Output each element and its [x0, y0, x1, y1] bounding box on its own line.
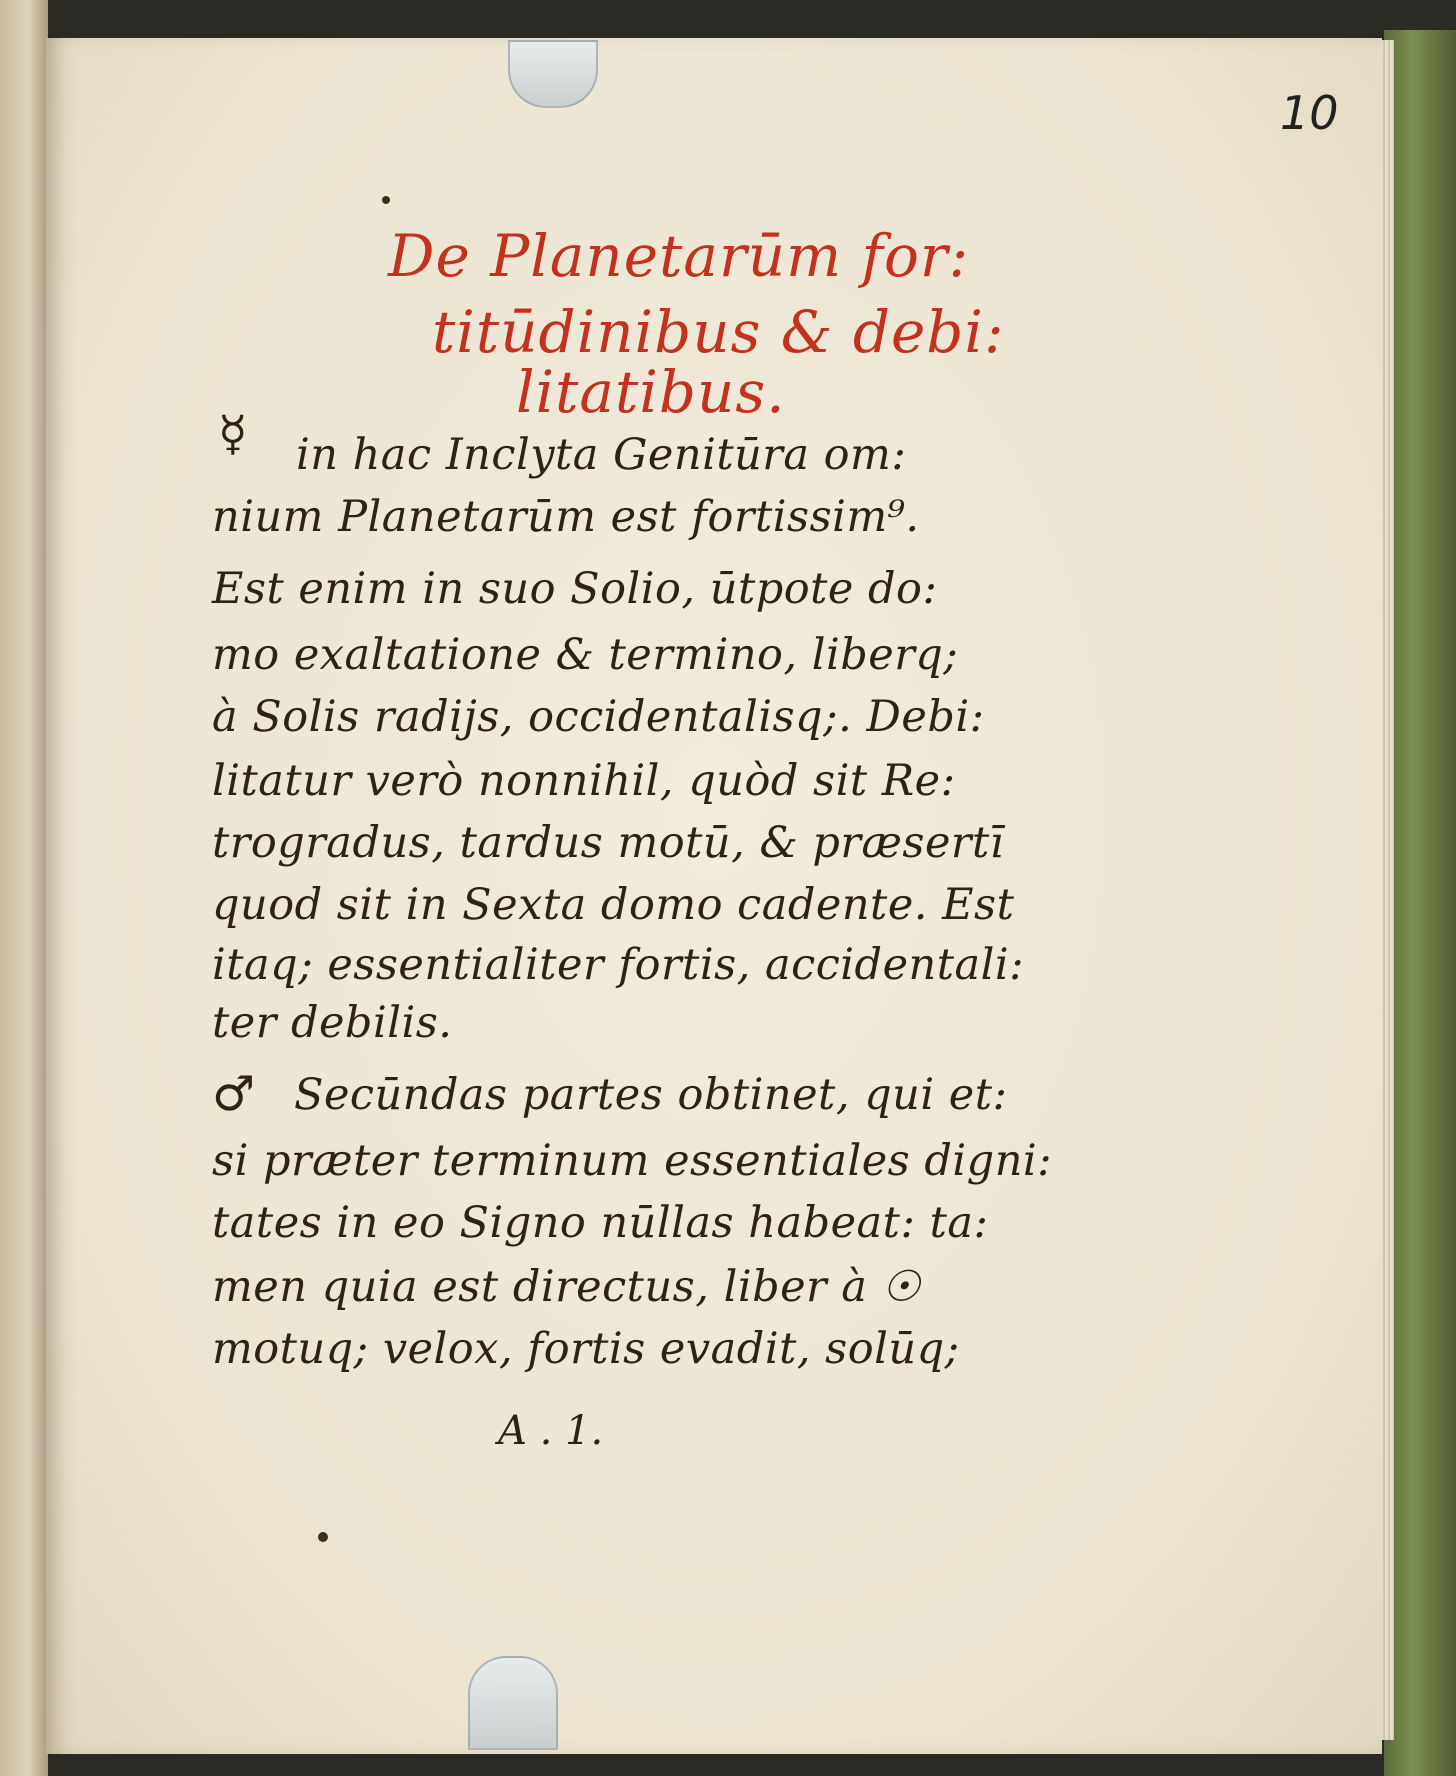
heading-line-2: titūdinibus & debi: — [432, 298, 1005, 366]
folio-number: 10 — [1280, 86, 1339, 140]
text-line: Est enim in suo Solio, ūtpote do: — [212, 564, 938, 614]
text-line: trogradus, tardus motū, & præsertī — [212, 818, 1005, 868]
text-line: in hac Inclyta Genitūra om: — [296, 430, 907, 480]
text-line: Secūndas partes obtinet, qui et: — [294, 1070, 1008, 1120]
text-line: quod sit in Sexta domo cadente. Est — [212, 880, 1015, 930]
text-line: men quia est directus, liber à ☉ — [212, 1262, 921, 1312]
ink-speck — [382, 196, 390, 204]
text-line: itaq; essentialiter fortis, accidentali: — [212, 940, 1025, 990]
text-line: mo exaltatione & termino, liberq; — [212, 630, 959, 680]
text-line: motuq; velox, fortis evadit, solūq; — [212, 1324, 960, 1374]
mars-symbol: ♂ — [212, 1066, 256, 1122]
text-line: à Solis radijs, occidentalisq;. Debi: — [212, 692, 985, 742]
text-line: nium Planetarūm est fortissim⁹. — [212, 492, 920, 542]
heading-line-3: litatibus. — [516, 358, 786, 426]
text-line: ter debilis. — [212, 998, 453, 1048]
mercury-symbol: ☿ — [218, 406, 248, 462]
facing-page-edge — [0, 0, 48, 1776]
heading-line-1: De Planetarūm for: — [388, 222, 970, 290]
ink-speck — [318, 1532, 328, 1542]
top-page-clip — [508, 40, 598, 108]
text-line: litatur verò nonnihil, quòd sit Re: — [212, 756, 956, 806]
signature-mark: A . 1. — [498, 1408, 604, 1454]
book-cover-edge — [1384, 30, 1456, 1776]
text-line: tates in eo Signo nūllas habeat: ta: — [212, 1198, 989, 1248]
text-line: si præter terminum essentiales digni: — [212, 1136, 1053, 1186]
bottom-page-clip — [468, 1656, 558, 1750]
